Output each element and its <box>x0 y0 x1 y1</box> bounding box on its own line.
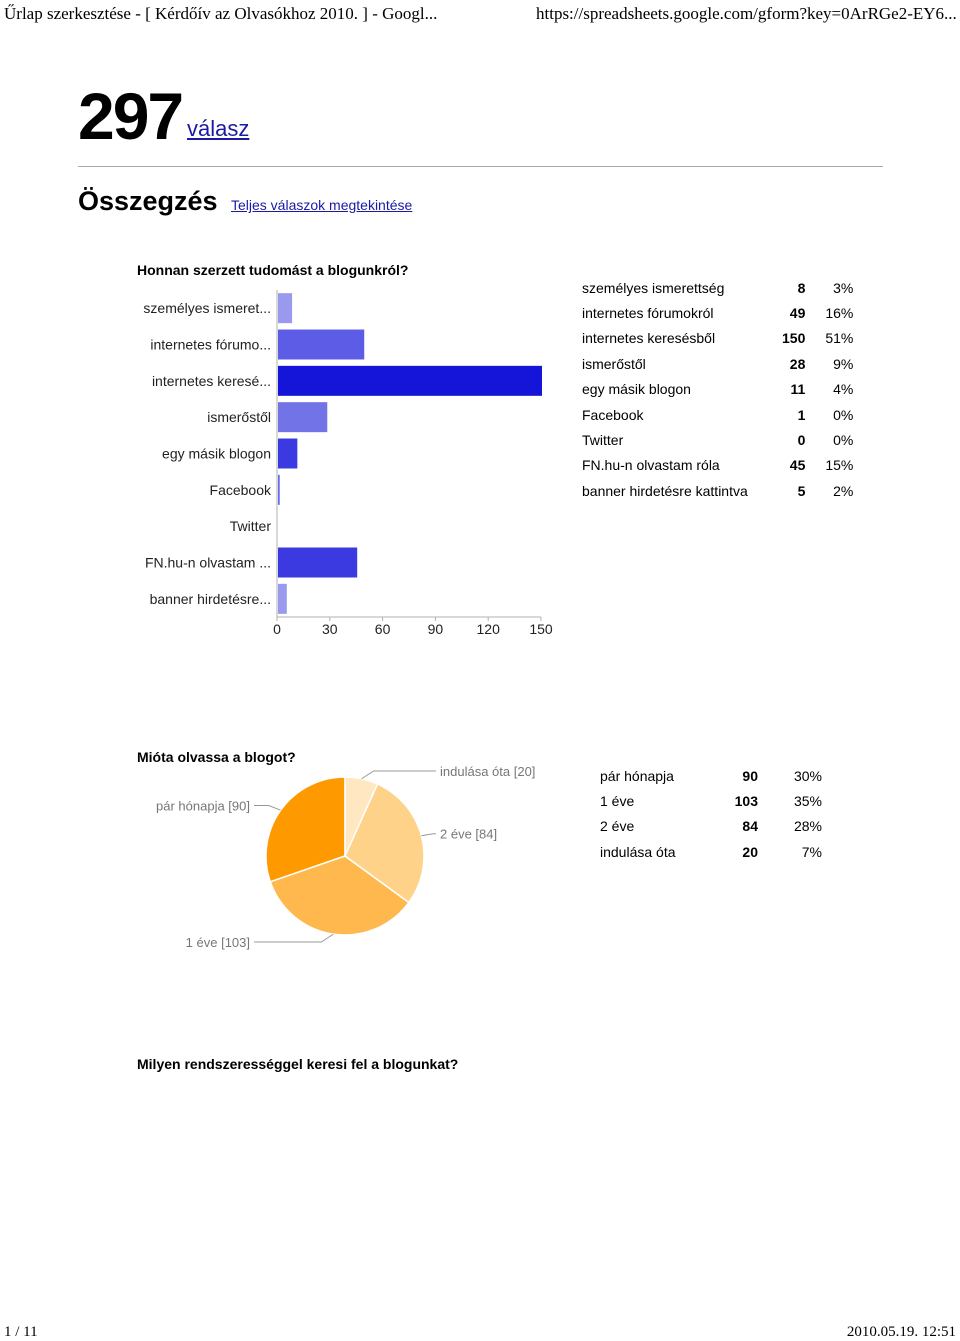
pie-chart <box>0 0 600 1000</box>
stats-label: személyes ismerettség <box>582 279 725 296</box>
stats-row <box>600 788 822 813</box>
stats-count: 103 <box>734 793 758 810</box>
x-tick-label: 30 <box>322 621 338 637</box>
bar-label: Twitter <box>229 518 271 535</box>
pie-leader-line <box>254 934 333 942</box>
page-number: 1 / 11 <box>4 1324 38 1340</box>
responses-link[interactable]: válasz <box>187 116 250 141</box>
stats-label: pár hónapja <box>600 767 674 784</box>
stats-label: indulása óta <box>600 843 676 860</box>
x-tick-label: 0 <box>273 621 281 637</box>
stats-row <box>582 402 853 427</box>
q1-stats-table <box>582 275 853 504</box>
x-tick-label: 120 <box>476 621 500 637</box>
stats-label: internetes keresésből <box>582 330 716 347</box>
stats-count: 84 <box>742 818 758 835</box>
stats-count: 90 <box>742 767 758 784</box>
stats-row <box>582 427 853 452</box>
stats-percent: 30% <box>793 767 822 784</box>
stats-percent: 9% <box>833 355 854 372</box>
pie-label: 2 éve [84] <box>440 826 498 842</box>
stats-percent: 28% <box>793 818 822 835</box>
print-datetime: 2010.05.19. 12:51 <box>846 1324 956 1340</box>
stats-label: Facebook <box>582 406 644 423</box>
stats-count: 0 <box>797 432 806 449</box>
stats-count: 20 <box>742 843 758 860</box>
stats-row <box>600 814 822 839</box>
stats-percent: 3% <box>833 279 854 296</box>
pie-leader-line <box>421 834 436 836</box>
stats-row <box>600 839 822 864</box>
stats-percent: 51% <box>825 330 854 347</box>
stats-percent: 16% <box>825 305 854 322</box>
page-title: Űrlap szerkesztése - [ Kérdőív az Olvasókhoz 2010. ] - Googl... <box>4 4 438 23</box>
pie-label: pár hónapja [90] <box>156 798 250 814</box>
stats-row <box>582 275 853 300</box>
stats-count: 8 <box>797 279 806 296</box>
stats-row <box>582 453 853 478</box>
stats-percent: 0% <box>833 432 854 449</box>
stats-count: 28 <box>789 355 806 372</box>
stats-row <box>582 326 853 351</box>
page-url[interactable]: https://spreadsheets.google.com/gform?key=0ArRGe2-EY6... <box>536 4 957 23</box>
stats-row <box>600 763 822 788</box>
stats-percent: 15% <box>825 457 854 474</box>
question-1-title: Honnan szerzett tudomást a blogunkról? <box>137 262 409 278</box>
stats-percent: 0% <box>833 406 854 423</box>
bar-label: banner hirdetésre... <box>149 590 271 607</box>
x-tick-label: 150 <box>529 621 553 637</box>
stats-label: ismerőstől <box>582 355 646 372</box>
bar-label: egy másik blogon <box>162 445 271 462</box>
stats-row <box>582 478 853 503</box>
stats-count: 1 <box>797 406 806 423</box>
pie-label: indulása óta [20] <box>440 763 536 779</box>
stats-count: 49 <box>789 305 806 322</box>
bar-label: FN.hu-n olvastam ... <box>144 554 271 571</box>
pie-leader-line <box>362 771 436 779</box>
view-full-responses-link[interactable]: Teljes válaszok megtekintése <box>231 197 413 213</box>
bar-label: internetes fórumo... <box>150 336 271 353</box>
x-tick-label: 90 <box>427 621 444 637</box>
stats-label: egy másik blogon <box>582 381 691 398</box>
stats-label: FN.hu-n olvastam róla <box>582 457 720 474</box>
stats-label: banner hirdetésre kattintva <box>582 482 748 499</box>
stats-row <box>582 300 853 325</box>
question-2-title: Mióta olvassa a blogot? <box>137 749 296 765</box>
stats-percent: 7% <box>801 843 822 860</box>
bar-label: személyes ismeret... <box>143 300 271 317</box>
x-tick-label: 60 <box>374 621 391 637</box>
stats-row <box>582 351 853 376</box>
stats-count: 45 <box>789 457 806 474</box>
bar-label: Facebook <box>209 481 271 498</box>
q2-stats-table <box>600 763 822 865</box>
summary-heading: Összegzés <box>78 186 218 216</box>
stats-label: internetes fórumokról <box>582 305 714 322</box>
stats-percent: 2% <box>833 482 854 499</box>
stats-row <box>582 377 853 402</box>
bar-label: internetes keresé... <box>151 372 271 389</box>
response-count: 297 <box>78 79 183 153</box>
question-3-title: Milyen rendszerességgel keresi fel a blogunkat? <box>137 1056 459 1072</box>
pie-leader-line <box>254 806 281 811</box>
stats-percent: 4% <box>833 381 854 398</box>
stats-count: 150 <box>782 330 806 347</box>
stats-percent: 35% <box>793 793 822 810</box>
stats-label: 2 éve <box>600 818 635 835</box>
stats-count: 5 <box>797 482 806 499</box>
stats-label: 1 éve <box>600 793 635 810</box>
pie-label: 1 éve [103] <box>185 935 250 951</box>
stats-label: Twitter <box>582 432 624 449</box>
bar-label: ismerőstől <box>207 409 271 426</box>
stats-count: 11 <box>790 381 806 398</box>
